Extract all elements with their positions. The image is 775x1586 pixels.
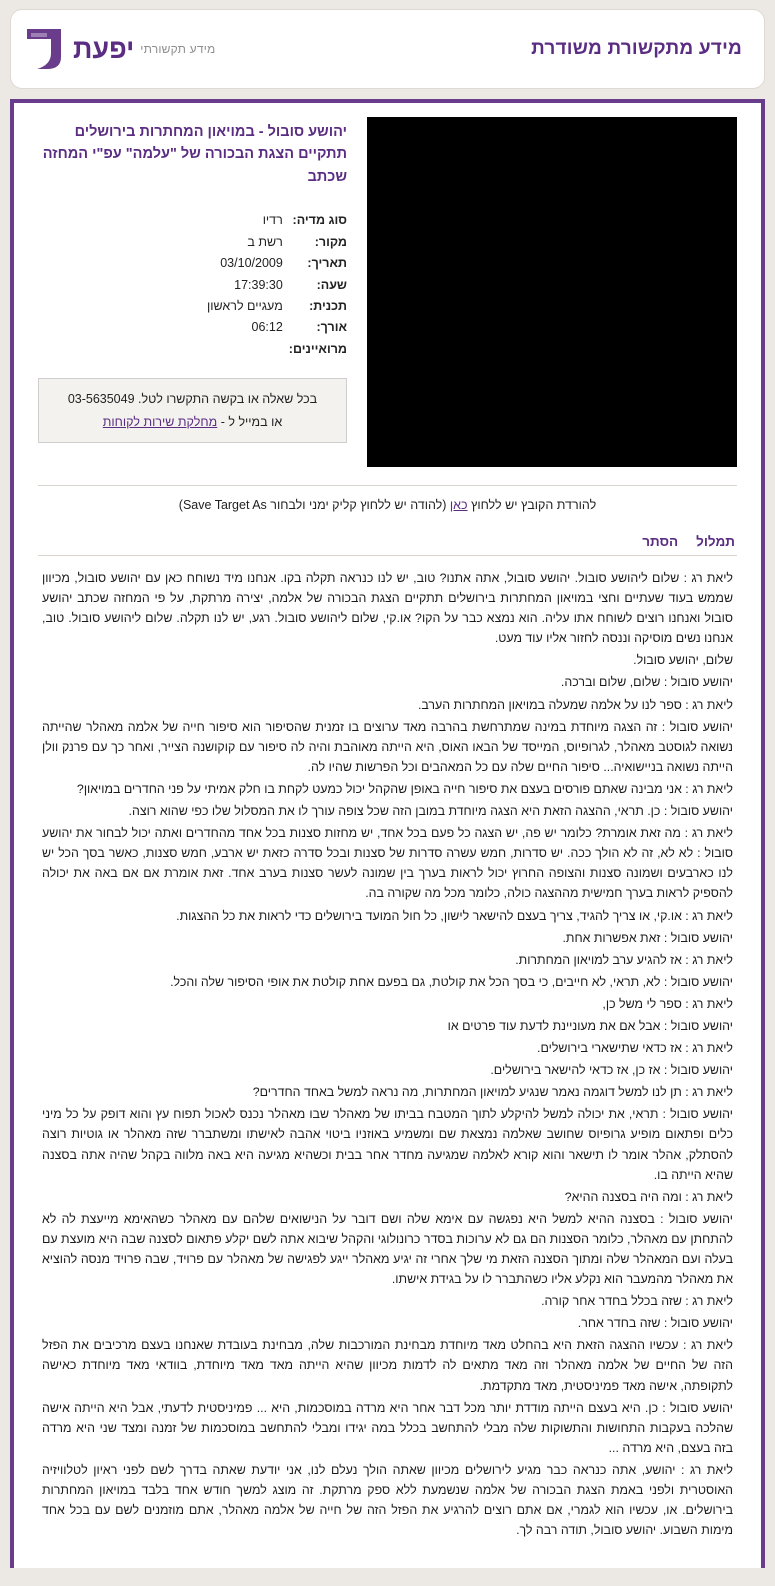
item-title: יהושע סובול - במויאון המחתרות בירושלים תתקיים הצגת הבכורה של "עלמה" עפ"י המחזה שכתב <box>42 124 347 185</box>
media-player[interactable] <box>367 117 737 467</box>
metadata-column <box>38 117 347 443</box>
transcript-paragraph: ליאת רג : שלום ליהושע סובול. יהושע סובול, אתה אתנו? טוב, יש לנו כנראה תקלה בקו. אנחנו מיד נשוחח כאן עם יהושע סובול, מכיוון שממש בעוד שעתיים וחצי במויאון המחתרות בירושלים תתקיים הצגת הבכורה של אלמה, יצירה מרתקת, על פי המחזה שכתב יהושע סובול ואנחנו רוצים לשוחח אתו עליה. הוא נמצא כבר על הקו? או.קי, שלום ליהושע סובול. רגע, יש לנו תקלה. שלום ליהושע סובול. טוב, אנחנו נשים מוסיקה וננסה לחזור אליו עוד מעט. <box>42 571 733 646</box>
transcript-paragraph: ליאת רג : אז להגיע ערב למויאון המחתרות. <box>515 952 733 967</box>
table-row <box>207 210 347 231</box>
transcript-paragraph: ליאת רג : שזה בכלל בחדר אחר קורה. <box>541 1294 733 1309</box>
metadata-table <box>207 210 347 360</box>
contact-phone-line: בכל שאלה או בקשה התקשרו לטל. 03-5635049 <box>67 392 318 407</box>
transcript-paragraph: יהושע סובול : אז כן, אז כדאי להישאר בירושלים. <box>490 1063 733 1078</box>
page-header-area <box>0 0 775 89</box>
transcript-paragraph: ליאת רג : ספר לנו על אלמה שמעלה במויאון המחתרות הערב. <box>417 697 733 712</box>
transcript-paragraph: יהושע סובול : זה הצגה מיוחדת במינה שמתרחשת בהרבה מאד ערוצים בו זמנית שהסיפור הוא סיפור חייה של אלמה מאהלר שהייתה נשואה לגוסטב מאהלר, לגרופיוס, המייסד של הבאו האוס, היא הייתה מאוהבת והיה לה סיפור עם קוקושנה הצייר, ואחר כך עם פרנק וולן הייתה נשואה בניישואיה... סיפור החיים שלה עם כל המאהבים וכל הפרשות שהיו לה. <box>42 719 733 774</box>
transcript-paragraph: יהושע סובול : תראי, את יכולה למשל להיקלע לתוך המטבח בביתו של מאהלר שבו מאהלר נכנס לאכול תפוח עץ והוא דופק על כל מיני כלים ופתאום מופיע גרופיוס שחושב שאלמה נמצאת שם ומשמיע באוזניו ביטוי אהבה לאישתו ומשתברר שזה מאהלר או גוטיות רוצה להסתלק, אהלר אומר לו תישאר והוא קורא לאלמה שמגיעה מחדר אחר בבית וכשהיא מגיעה היא באה מלווה בקהל שהיה אתה בסצנה שהיא הייתה בו. <box>42 1107 733 1182</box>
contact-email-prefix: או במייל ל - <box>217 414 283 429</box>
brand-logo <box>25 27 215 71</box>
transcript-paragraph: יהושע סובול : זאת אפשרות אחת. <box>562 930 733 945</box>
page-content <box>14 103 761 1568</box>
transcript-paragraph: יהושע סובול : שזה בחדר אחר. <box>577 1316 733 1331</box>
transcript-paragraph: ליאת רג : אז כדאי שתישארי בירושלים. <box>537 1041 733 1056</box>
table-row <box>207 275 347 296</box>
tab-transcript[interactable]: תמלול <box>696 534 735 549</box>
table-row <box>207 253 347 274</box>
transcript-paragraph: ליאת רג : ספר לי משל כן, <box>602 996 733 1011</box>
transcript-paragraph: יהושע סובול : אבל אם את מעוניינת לדעת עוד פרטים או <box>447 1018 733 1033</box>
download-link[interactable]: כאן <box>449 498 468 512</box>
transcript-paragraph: ליאת רג : ומה היה בסצנה ההיא? <box>564 1189 733 1204</box>
document-page <box>10 103 765 1568</box>
meta-label: שעה: <box>316 277 347 292</box>
transcript-paragraph: יהושע סובול : כן. היא בעצם הייתה מודדת יותר מכל דבר אחר היא מרדה במוסכמות, היא ... פמיניסטית לדעתי, אבל היא הייתה אישה שהלכה בעקבות התחושות והתשוקות שלה מבלי להתחשב בכלל במה יגידו ומבלי להתחשב במוסכמות של זמנה ומצד שני היא מרדה בזה בעצם, היא מרדה ... <box>42 1400 733 1455</box>
table-row <box>207 339 347 360</box>
contact-box <box>38 378 347 443</box>
brand-name: יפעת <box>73 33 135 64</box>
transcript-paragraph: ליאת רג : או.קי, או צריך להגיד, צריך בעצם להישאר לישון, כל חול המועד בירושלים כדי לראות את כל ההצגות. <box>176 908 733 923</box>
page-title: מידע מתקשורת משודרת <box>531 38 742 59</box>
download-suffix: (להודה יש ללחוץ קליק ימני ולבחור Save Target As) <box>178 498 450 512</box>
transcript-paragraph: יהושע סובול : שלום, שלום וברכה. <box>560 675 733 690</box>
meta-value: 06:12 <box>251 320 283 335</box>
yifat-logo-icon <box>25 27 65 71</box>
meta-label: סוג מדיה: <box>292 213 347 228</box>
transcript-paragraph: יהושע סובול : כן. תראי, ההצגה הזאת היא הצגה מיוחדת במובן הזה שכל צופה עורך לו את המסלול שלו כפי שהוא רוצה. <box>128 804 733 819</box>
transcript-paragraph: ליאת רג : תן לנו למשל דוגמה נאמר שנגיע למויאון המחתרות, מה נראה למשל באחד החדרים? <box>252 1085 733 1100</box>
tab-bar <box>38 528 737 556</box>
meta-value: רדיו <box>262 213 283 228</box>
table-row <box>207 232 347 253</box>
meta-label: מרואיינים: <box>288 341 347 356</box>
meta-label: תכנית: <box>309 298 347 313</box>
transcript-paragraph: יהושע סובול : לא, תראי, לא חייבים, כי בסך הכל את קולטת, גם בפעם אחת קולטת את אופי הסיפור שלה והכל. <box>170 974 733 989</box>
customer-service-link[interactable]: מחלקת שירות לקוחות <box>102 414 218 429</box>
transcript-paragraph: ליאת רג : אני מבינה שאתם פורסים בעצם את סיפור חייה באופן שהקהל יכול כמעט לקחת בו חלק אמיתי על פני החדרים במויאון? <box>76 781 733 796</box>
download-prefix: להורדת הקובץ יש ללחוץ <box>467 498 597 512</box>
brand-subtitle: מידע תקשורתי <box>140 42 216 56</box>
transcript-body <box>38 556 737 1540</box>
section-divider <box>38 485 737 486</box>
transcript-paragraph: ליאת רג : מה זאת אומרת? כלומר יש פה, יש הצגה כל פעם בכל אחד, יש מחזות סצנות בכל אחד מהחדרים ואתה יכול לבחור את יהושע סובול : לא לא, זה לא הולך ככה. יש סדרות, חמש עשרה סדרות של סצנות ובכל סדרה כזאת יש ארבע, חמש סצנות, כאשר בסך הכל יש לנו כארבעים ושמונה סצנות והצופה החרוץ יכול לראות בערך בין שמונה לעשר סצנות בערב אחד. זאת אומרת אם אם באה את יכולה להספיק לראות בערך חמישית מההצגה כולה, כלומר מכל מה שקורה בה. <box>42 826 733 901</box>
transcript-paragraph: ליאת רג : יהושע, אתה כנראה כבר מגיע לירושלים מכיוון שאתה הולך נעלם לנו, אני יודעת שאתה בדרך לשם לפני ראיון לטלוויזיה האוסטרית ולפני באמת הצגת הבכורה של אלמה שנשמעת ללא ספק מרתקת. זה מוצג למשך חודש אחד בלבד במויאון המחתרות בירושלים. או, עכשיו הוא לגמרי, אם אתם רוצים להרגיע את הפזל הזה של חייה של אלמה מאהלר, אתם מוזמנים לשם עם בכל אחד מימות השבוע. יהושע סובול, תודה רבה לך. <box>42 1462 733 1538</box>
transcript-paragraph: ליאת רג : עכשיו ההצגה הזאת היא בהחלט מאד מיוחדת מבחינת המורכבות שלה, מבחינת בעובדת שאנחנו בעצם מרכיבים את הפזל הזה של החיים של אלמה מאהלר וזה מאד מתאים לה לדמות מכיוון שהיא הייתה מאד מאד מיוחדת, בוודאי מאד מיוחדת כאישה לתקופתה, אישה מאד פמיניסטית, מאד מתקדמת. <box>42 1338 733 1393</box>
tab-hide[interactable]: הסתר <box>642 534 679 549</box>
table-row <box>207 296 347 317</box>
transcript-paragraph: יהושע סובול : בסצנה ההיא למשל היא נפגשה עם אימא שלה ושם דובר על הנישואים שלהם עם מאהלר כשהאימא מייעצת לה לא להתחתן עם מאהלר, כלומר הסצנות הם גם לא ערוכות בסדר כרונולוגי והקהל שיבוא אתה לשם יקלע פתאום לסצנה שבה היא מועצת עם בעלה ועם המאהלר שלה ומתוך הסצנה הזאת מי שלך אחרי זה יגיע מאהלר ייגע לפגישה של מאהלר עם פרויד, שבה פרויד מנסה להוציא את מאהלר מהמעבר הוא נקלע אליו כשהתברר לו על בגידת אישתו. <box>42 1211 733 1287</box>
meta-value: 17:39:30 <box>234 277 283 292</box>
meta-label: תאריך: <box>307 256 347 271</box>
download-line <box>38 498 737 512</box>
meta-value <box>207 339 283 360</box>
meta-value: רשת ב <box>247 234 283 249</box>
contact-email-line <box>51 411 334 434</box>
site-header <box>10 9 765 89</box>
meta-value: 03/10/2009 <box>220 256 283 271</box>
meta-label: אורך: <box>316 320 347 335</box>
media-row <box>38 117 737 467</box>
transcript-paragraph: שלום, יהושע סובול. <box>633 653 733 668</box>
table-row <box>207 317 347 338</box>
meta-value: מעגיים לראשון <box>207 298 283 313</box>
meta-label: מקור: <box>314 234 347 249</box>
